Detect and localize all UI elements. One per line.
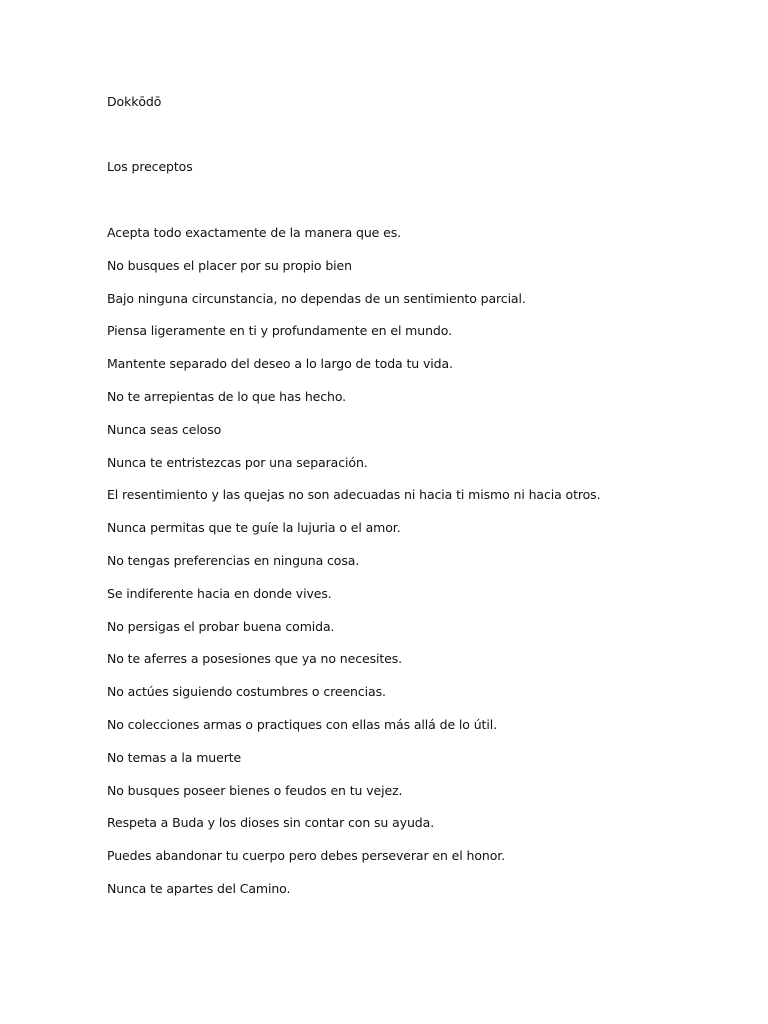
precept-item: Puedes abandonar tu cuerpo pero debes perseverar en el honor. (107, 848, 506, 864)
precept-item: Mantente separado del deseo a lo largo de toda tu vida. (107, 356, 453, 372)
precept-item: No busques el placer por su propio bien (107, 257, 352, 273)
precept-item: Acepta todo exactamente de la manera que es. (107, 225, 402, 240)
precept-item: Piensa ligeramente en ti y profundamente en el mundo. (107, 323, 452, 339)
precept-item: No colecciones armas o practiques con ellas más allá de lo útil. (107, 716, 497, 732)
precept-item: Se indiferente hacia en donde vives. (107, 585, 332, 601)
precept-item: Respeta a Buda y los dioses sin contar con su ayuda. (107, 815, 435, 831)
precept-item: Nunca te apartes del Camino. (107, 880, 291, 896)
precept-item: No te arrepientas de lo que has hecho. (107, 388, 347, 404)
precept-item: No busques poseer bienes o feudos en tu vejez. (107, 782, 403, 798)
precept-item: No temas a la muerte (107, 749, 242, 765)
precept-item: El resentimiento y las quejas no son adecuadas ni hacia ti mismo ni hacia otros. (107, 487, 601, 503)
precept-item: Bajo ninguna circunstancia, no dependas de un sentimiento parcial. (107, 290, 526, 306)
precept-item: Nunca seas celoso (107, 421, 222, 437)
document-subtitle: Los preceptos (107, 159, 193, 174)
precept-item: Nunca permitas que te guíe la lujuria o el amor. (107, 520, 401, 536)
precept-item: No persigas el probar buena comida. (107, 618, 335, 634)
precepts-list (107, 225, 600, 914)
document-title: Dokkōdō (107, 94, 162, 109)
precept-item: No tengas preferencias en ninguna cosa. (107, 552, 360, 568)
precept-item: Nunca te entristezcas por una separación. (107, 454, 368, 470)
precept-item: No actúes siguiendo costumbres o creencias. (107, 684, 386, 700)
precept-item: No te aferres a posesiones que ya no necesites. (107, 651, 403, 667)
